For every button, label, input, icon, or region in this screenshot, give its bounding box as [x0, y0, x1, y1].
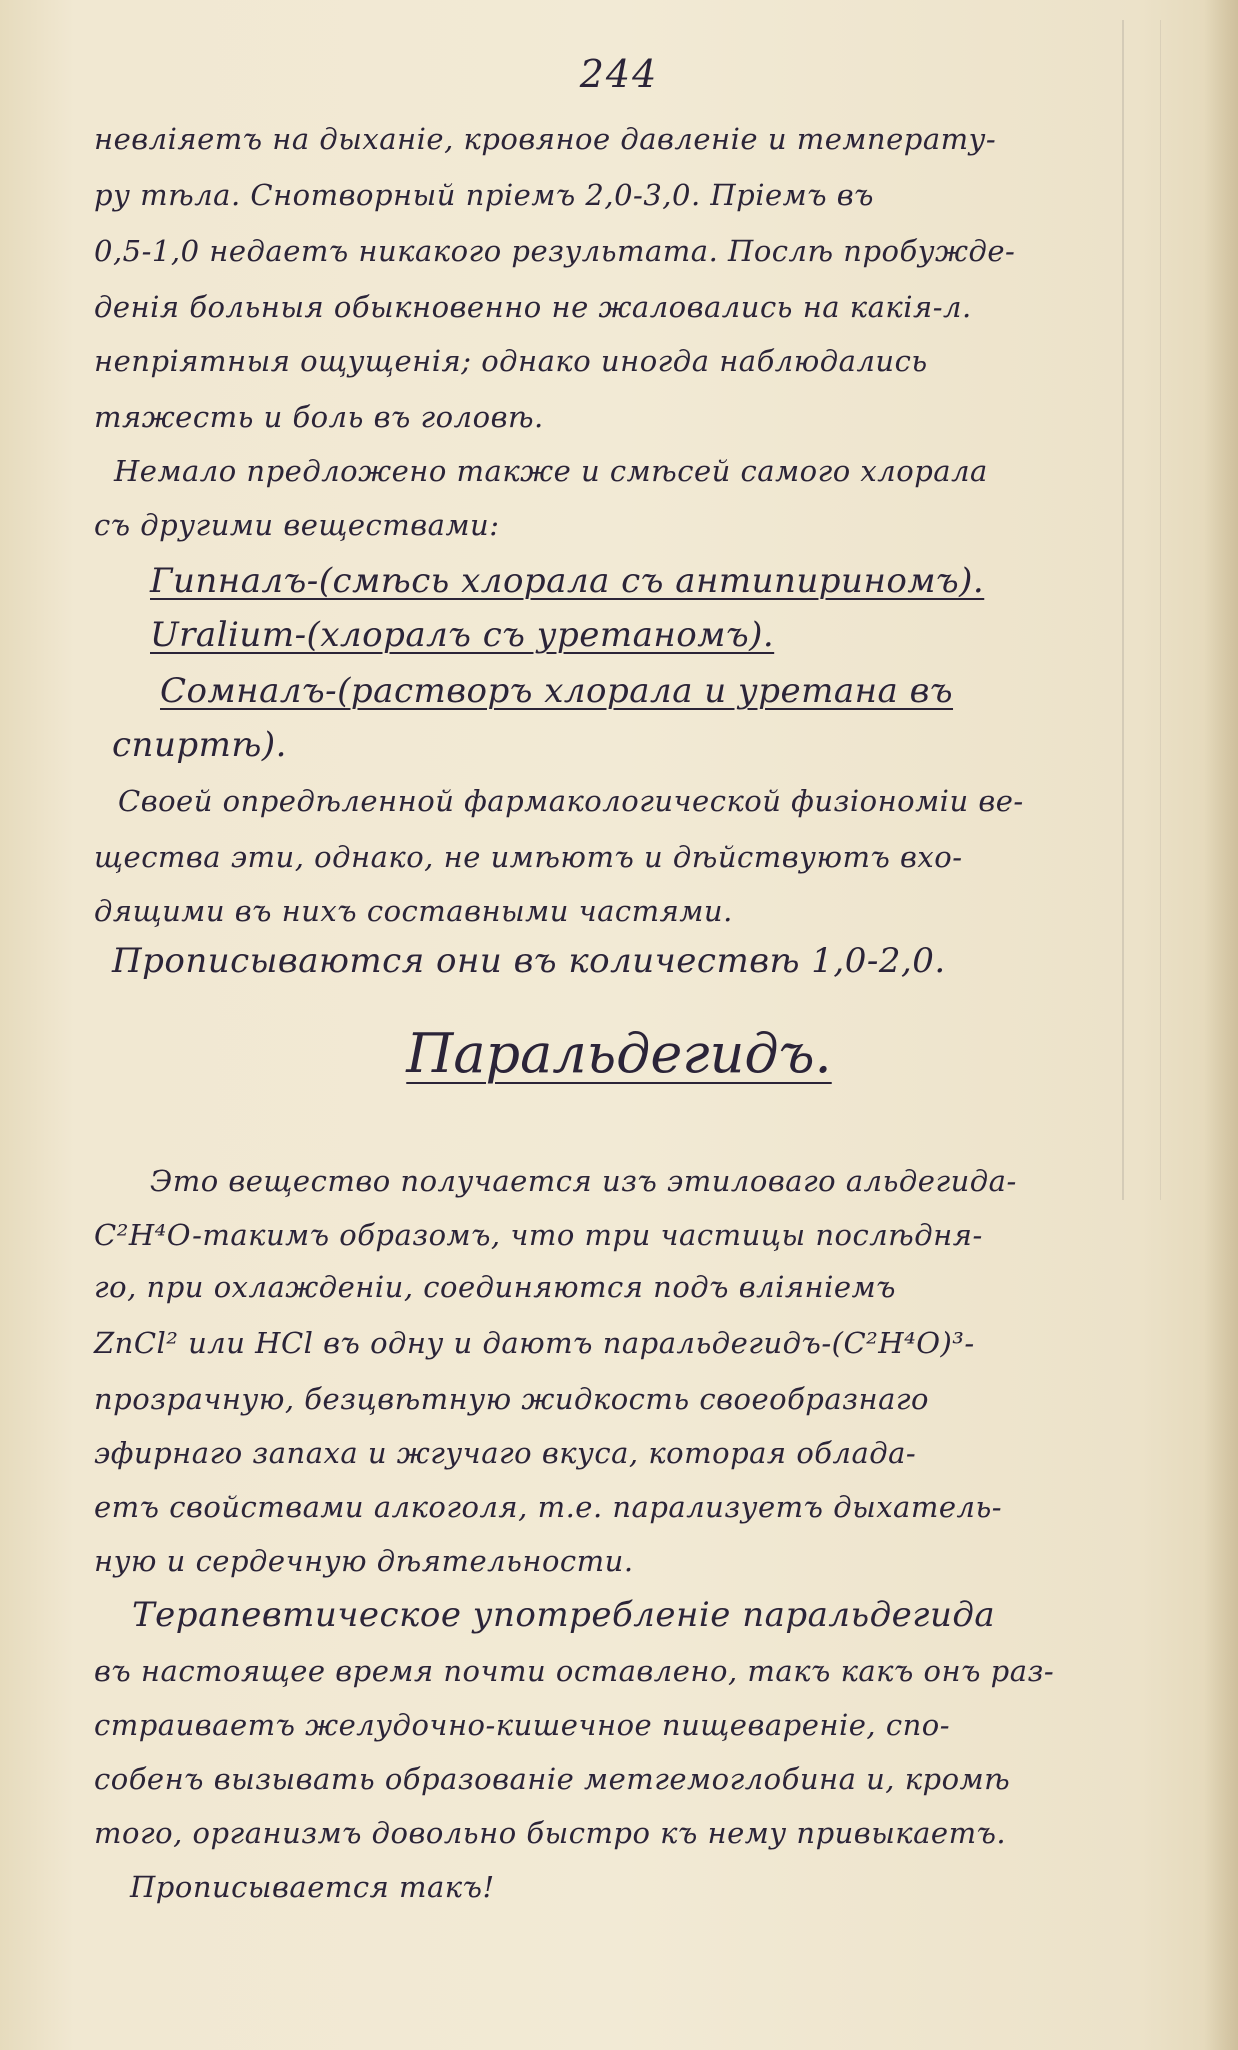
text-line: непріятныя ощущенія; однако иногда наблюдались [94, 344, 928, 378]
text-line: ную и сердечную дѣятельности. [94, 1544, 634, 1578]
text-line: денія больныя обыкновенно не жаловались на какія-л. [94, 290, 972, 324]
text-line: C²H⁴O-такимъ образомъ, что три частицы послѣдня- [94, 1218, 983, 1252]
text-line: ZnCl² или HCl въ одну и даютъ паральдегидъ-(C²H⁴O)³- [94, 1326, 975, 1360]
text-line: ру тѣла. Снотворный пріемъ 2,0-3,0. Пріемъ въ [94, 178, 874, 212]
text-line: Прописываются они въ количествѣ 1,0-2,0. [112, 941, 946, 981]
section-heading-text: Паральдегидъ. [406, 1022, 832, 1085]
text-line: страиваетъ желудочно-кишечное пищевареніе, спо- [94, 1708, 951, 1742]
text-line: невліяетъ на дыханіе, кровяное давленіе и температу- [94, 122, 997, 156]
preparation-somnal: Сомналъ-(растворъ хлорала и уретана въ [160, 671, 954, 711]
text-line: того, организмъ довольно быстро къ нему привыкаетъ. [94, 1816, 1007, 1850]
text-line: въ настоящее время почти оставлено, такъ какъ онъ раз- [94, 1654, 1055, 1688]
text-line: Немало предложено также и смѣсей самого хлорала [114, 454, 988, 488]
text-line: собенъ вызывать образованіе метгемоглобина и, кромѣ [94, 1762, 1011, 1796]
text-line: Своей опредѣленной фармакологической физіономіи ве- [118, 784, 1024, 818]
text-line: тяжесть и боль въ головѣ. [94, 400, 544, 434]
text-line: съ другими веществами: [94, 508, 500, 542]
preparation-hypnal: Гипналъ-(смѣсь хлорала съ антипириномъ). [150, 561, 985, 601]
text-line: спиртѣ). [112, 725, 287, 765]
page-number: 244 [579, 52, 659, 96]
text-line: дящими въ нихъ составными частями. [94, 894, 733, 928]
text-line: го, при охлажденіи, соединяются подъ вліяніемъ [94, 1270, 896, 1304]
text-line: етъ свойствами алкоголя, т.е. парализуетъ дыхатель- [94, 1490, 1003, 1524]
section-heading [0, 1022, 1238, 1085]
preparation-uralium: Uralium-(хлоралъ съ уретаномъ). [150, 615, 775, 655]
text-line: прозрачную, безцвѣтную жидкость своеобразнаго [94, 1382, 929, 1416]
text-line: Терапевтическое употребленіе паральдегида [132, 1595, 996, 1635]
text-line: 0,5-1,0 недаетъ никакого результата. Послѣ пробужде- [94, 234, 1016, 268]
text-line: щества эти, однако, не имѣютъ и дѣйствуютъ вхо- [94, 840, 963, 874]
text-line: эфирнаго запаха и жгучаго вкуса, которая облада- [94, 1436, 917, 1470]
text-line: Прописывается такъ! [130, 1870, 495, 1904]
text-line: Это вещество получается изъ этиловаго альдегида- [150, 1164, 1017, 1198]
